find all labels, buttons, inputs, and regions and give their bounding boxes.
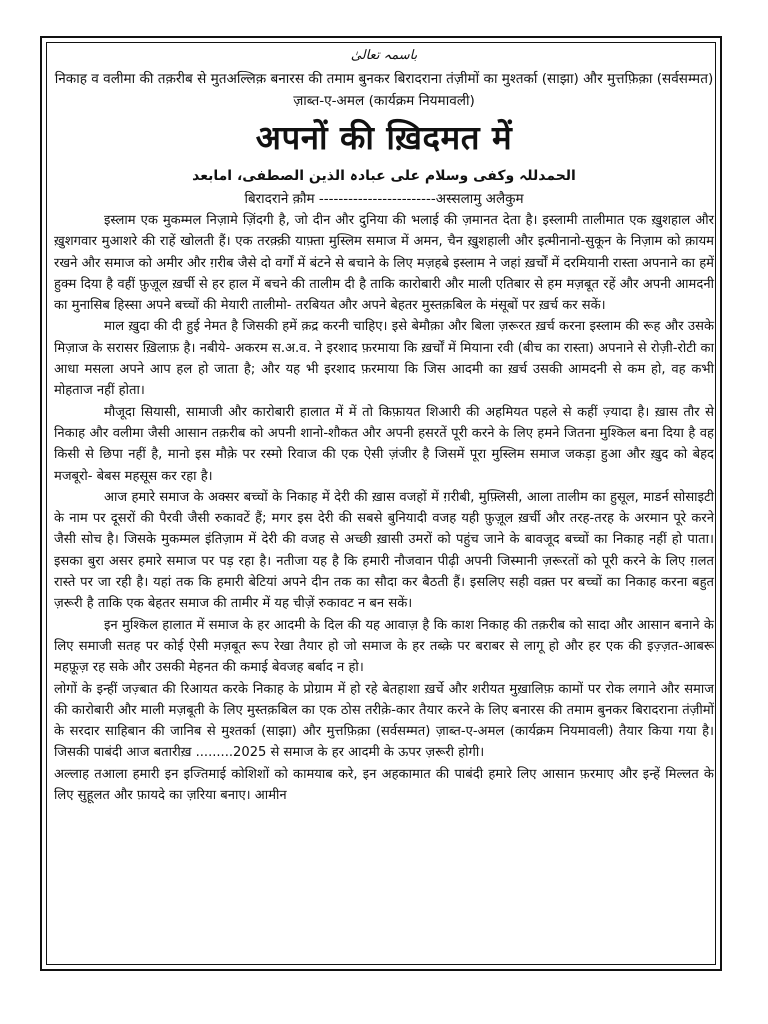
- paragraph-4: आज हमारे समाज के अक्सर बच्चों के निकाह में देरी की ख़ास वजहों में ग़रीबी, मुफ़्लिसी, आला तालीम का हुसूल, माडर्न सोसाइटी के नाम पर दूसरों की पैरवी जैसी रुकावटें हैं; मगर इस देरी की सबसे बुनियादी वजह यही फ़ुज़ूल ख़र्ची और तरह-तरह के अरमान पूरे करने जैसी सोच है। जिसके मुकम्मल इंतिज़ाम में देरी की वजह से अच्छी ख़ासी उमरों को पहुंच जाने के बावजूद बच्चों का निकाह नहीं हो पाता। इसका बुरा असर हमारे समाज पर पड़ रहा है। नतीजा यह है कि हमारी नौजवान पीढ़ी अपनी जिस्मानी ज़रूरतों को पूरी करने के लिए ग़लत रास्ते पर जा रही है। यहां तक कि हमारी बेटियां अपने दीन तक का सौदा कर बैठती हैं। इसलिए सही वक़्त पर बच्चों का निकाह करना बहुत ज़रूरी है ताकि एक बेहतर समाज की तामीर में यह चीज़ें रुकावट न बन सकें।: [54, 489, 714, 612]
- greeting-line: बिरादराने क़ौम ------------------------अस्सलामु अलैकुम: [244, 191, 524, 207]
- paragraph-6: लोगों के इन्हीं जज़्बात की रिआयत करके निकाह के प्रोग्राम में हो रहे बेतहाशा ख़र्चे और शरीयत मुख़ालिफ़ कामों पर रोक लगाने और समाज की कारोबारी और माली मज़बूती के लिए मुस्तक़बिल का एक ठोस तरीक़े-कार तैयार करने के लिए बनारस की तमाम बुनकर बिरादराना तंज़ीमों के सरदार साहिबान की जानिब से मुश्तर्का (साझा) और मुत्तफ़िक़ा (सर्वसम्मत) ज़ाब्त-ए-अमल (कार्यक्रम नियमावली) तैयार किया गया है। जिसकी पाबंदी आज बतारीख़ .........2025 से समाज के हर आदमी के ऊपर ज़रूरी होगी।: [54, 681, 714, 761]
- document-content: [54, 42, 714, 806]
- basmala-heading: باسمہ تعالیٰ: [350, 48, 418, 63]
- arabic-invocation: الحمدللہ وکفی وسلام علی عبادہ الذین الصطفی، امابعد: [192, 168, 576, 184]
- paragraph-7: अल्लाह तआला हमारी इन इज्तिमाई कोशिशों को कामयाब करे, इन अहकामात की पाबंदी हमारे लिए आसान फ़रमाए और इन्हें मिल्लत के लिए सुहूलत और फ़ायदे का ज़रिया बनाए। आमीन: [54, 766, 714, 804]
- paragraph-3: मौजूदा सियासी, सामाजी और कारोबारी हालात में में तो किफ़ायत शिआरी की अहमियत पहले से कहीं ज़्यादा है। ख़ास तौर से निकाह और वलीमा जैसी आसान तक़रीब को अपनी शानो-शौकत और अपनी हसरतें पूरी करने के लिए हमने जितना मुश्किल बना दिया है वह किसी से छिपा नहीं है, मानो इस मौक़े पर रस्मो रिवाज की एक ऐसी ज़ंजीर है जिसमें पूरा मुस्लिम समाज जकड़ा हुआ और ख़ुद को बेहद मजबूरो- बेबस महसूस कर रहा है।: [54, 404, 714, 484]
- paragraph-1: इस्लाम एक मुकम्मल निज़ामे ज़िंदगी है, जो दीन और दुनिया की भलाई की ज़मानत देता है। इस्लामी तालीमात एक ख़ुशहाल और ख़ुशगवार मुआशरे की राहें खोलती हैं। एक तरक़्क़ी याफ़्ता मुस्लिम समाज में अमन, चैन ख़ुशहाली और इत्मीनानो-सुकून के निज़ाम को क़ायम रखने और समाज को अमीर और ग़रीब जैसे दो वर्गों में बंटने से बचाने के लिए मज़हबे इस्लाम ने जहां ख़र्चों में दरमियानी रास्ता अपनाने का हमें हुक्म दिया है वहीं फ़ुज़ूल ख़र्ची से हर हाल में बचने की तालीम दी है ताकि कारोबारी और माली एतिबार से हम मज़बूत रहें और अपनी आमदनी का मुनासिब हिस्सा अपने बच्चों की मेयारी तालीमो- तरबियत और अपने बेहतर मुस्तक़बिल के मंसूबों पर ख़र्च कर सकें।: [54, 213, 714, 314]
- paragraph-2: माल ख़ुदा की दी हुई नेमत है जिसकी हमें क़द्र करनी चाहिए। इसे बेमौक़ा और बिला ज़रूरत ख़र्च करना इस्लाम की रूह और उसके मिज़ाज के सरासर ख़िलाफ़ है। नबीये- अकरम स.अ.व. ने इरशाद फ़रमाया कि ख़र्चों में मियाना रवी (बीच का रास्ता) अपनाने से रोज़ी-रोटी का आधा मसला अपने आप हल हो जाता है; और यह भी इरशाद फ़रमाया कि जिस आदमी का ख़र्च उसकी आमदनी से कम हो, वह कभी मोहताज नहीं होता।: [54, 319, 714, 399]
- page-title: अपनों की ख़िदमत में: [255, 118, 513, 157]
- intro-subtitle: निकाह व वलीमा की तक़रीब से मुतअल्लिक़ बनारस की तमाम बुनकर बिरादराना तंज़ीमों का मुश्तर्का (साझा) और मुत्तफ़िक़ा (सर्वसम्मत) ज़ाब्त-ए-अमल (कार्यक्रम नियमावली): [54, 71, 714, 109]
- paragraph-5: इन मुश्किल हालात में समाज के हर आदमी के दिल की यह आवाज़ है कि काश निकाह की तक़रीब को सादा और आसान बनाने के लिए समाजी सतह पर कोई ऐसी मज़बूत रूप रेखा तैयार हो जो समाज के हर तब्क़े पर बराबर से लागू हो और हर एक की इज़्ज़त-आबरू महफ़ूज़ रह सके और उसकी मेहनत की कमाई बेवजह बर्बाद न हो।: [54, 617, 714, 676]
